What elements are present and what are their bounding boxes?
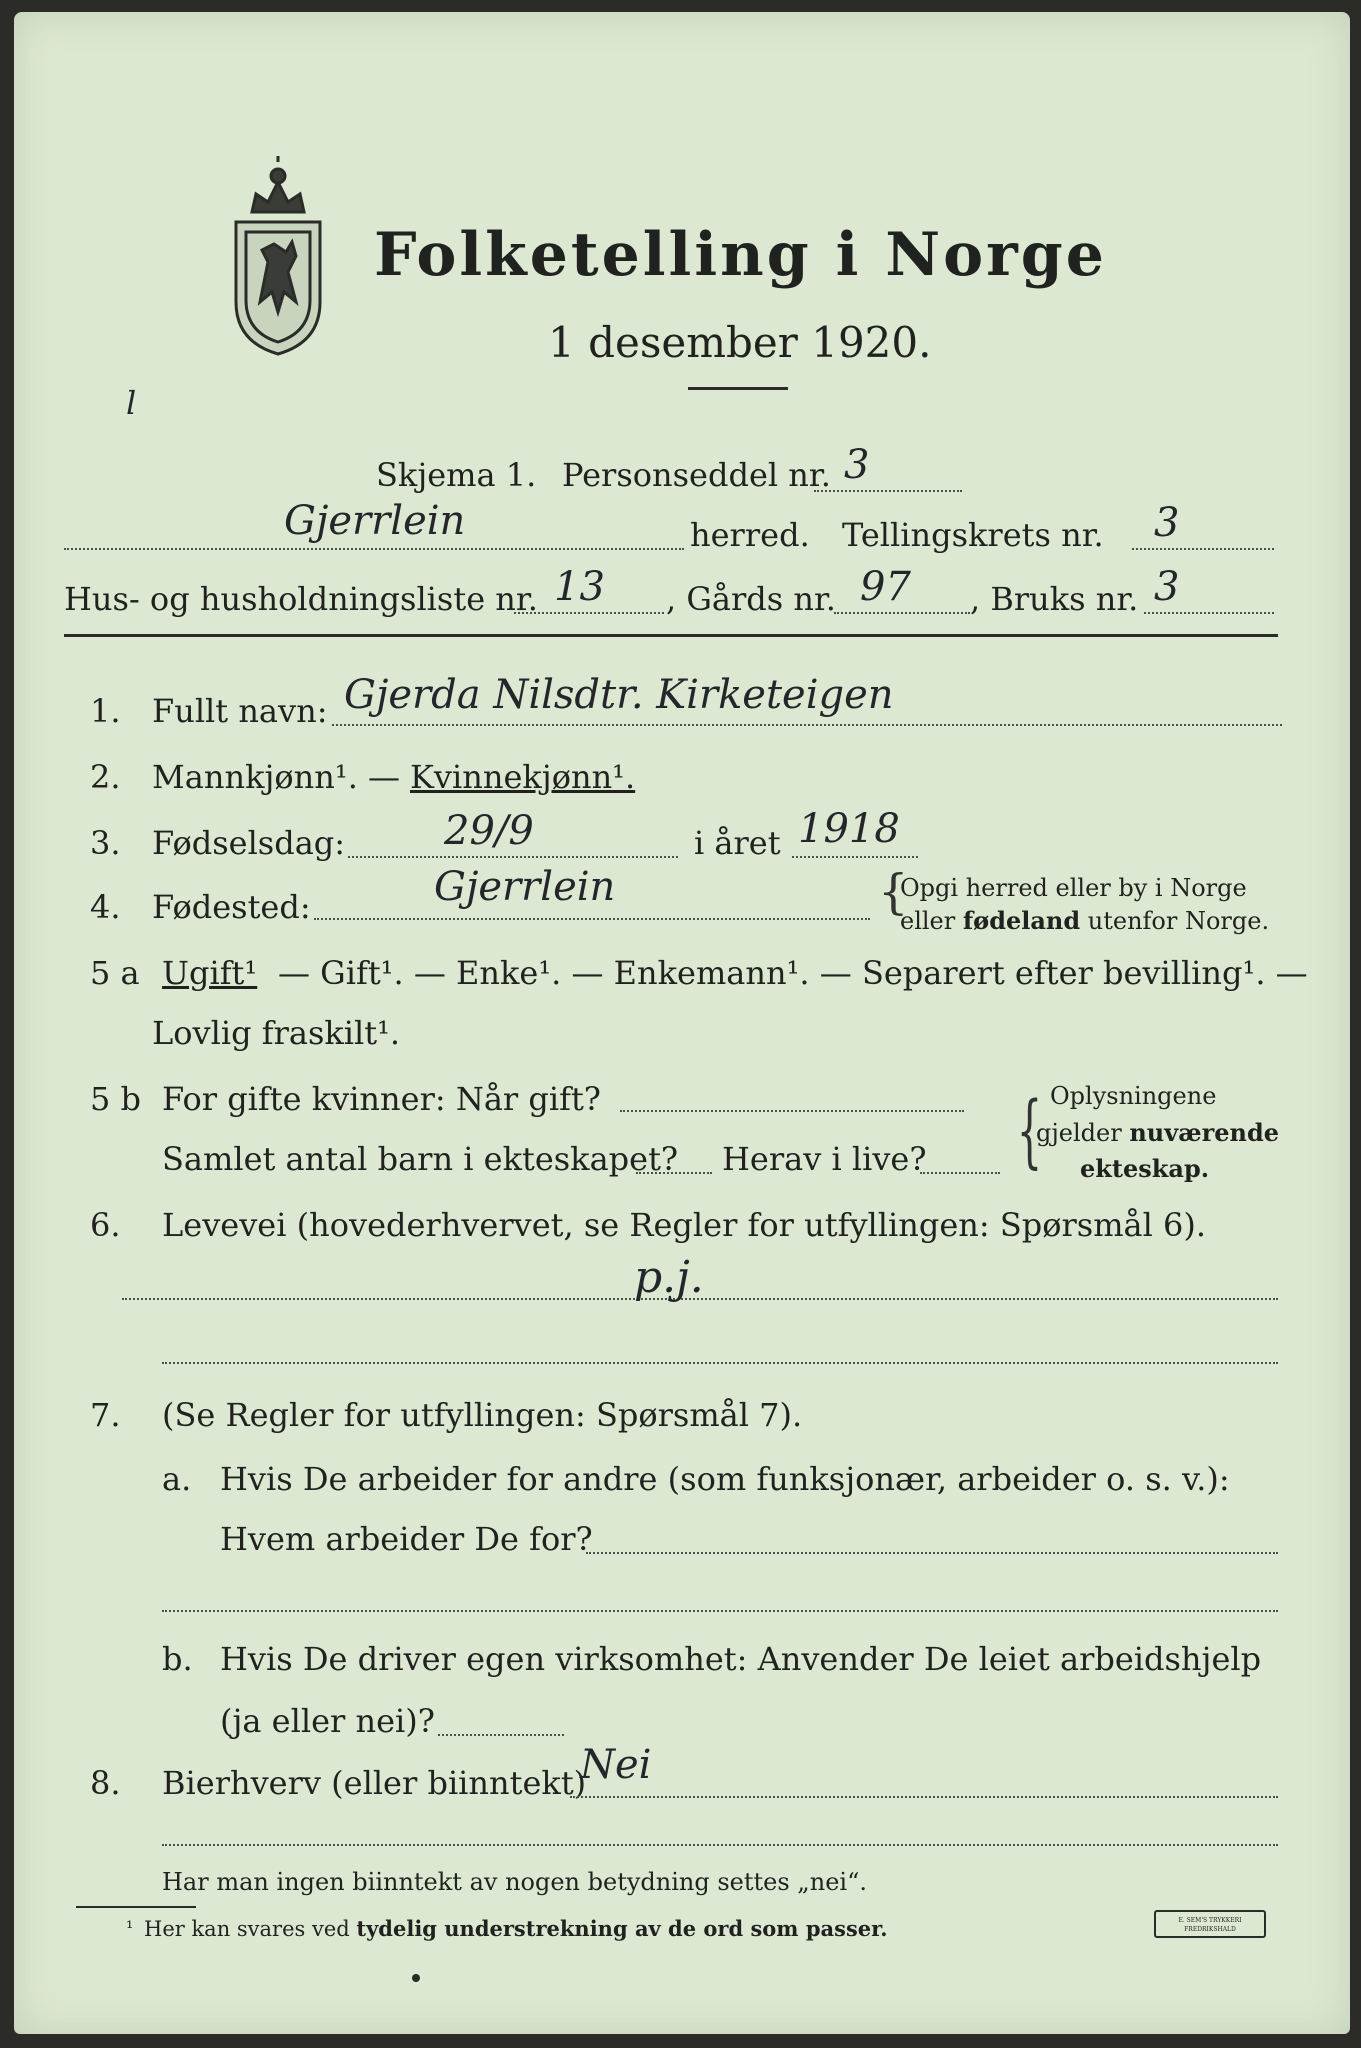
q4-brace: { (878, 864, 909, 920)
q4-note-2b: fødeland (962, 906, 1081, 935)
q5b-barn-label: Samlet antal barn i ekteskapet? (162, 1140, 679, 1178)
q7-label: (Se Regler for utfyllingen: Spørsmål 7). (162, 1396, 803, 1434)
q5a-number: 5 a (90, 954, 140, 992)
q7a-line2: Hvem arbeider De for? (220, 1520, 593, 1558)
ink-dot (412, 1974, 420, 1982)
personseddel-value: 3 (844, 442, 870, 488)
q5b-number: 5 b (90, 1080, 142, 1118)
q4-label: Fødested: (152, 888, 311, 926)
q4-note-1: Opgi herred eller by i Norge (900, 874, 1247, 902)
q3-value: 29/9 (444, 808, 534, 854)
q5b-note-2 (1036, 1118, 1279, 1147)
header-rule (64, 634, 1278, 637)
tellingskrets-line (1132, 548, 1274, 550)
q7b-line2: (ja eller nei)? (220, 1702, 435, 1740)
tellingskrets-value: 3 (1154, 500, 1180, 546)
q3-label: Fødselsdag: (152, 824, 346, 862)
margin-mark: l (126, 384, 137, 422)
q3-year-line (792, 856, 918, 858)
footnote-text-b: tydelig understrekning av de ord som passer. (356, 1916, 888, 1941)
q3-year-value: 1918 (798, 806, 900, 852)
printer-stamp: E. SEM'S TRYKKERI FREDRIKSHALD (1154, 1910, 1266, 1938)
skjema-label: Skjema 1. (376, 456, 537, 494)
q7b-letter: b. (162, 1640, 193, 1678)
q8-line-2 (162, 1844, 1278, 1846)
q5b-married-line (620, 1110, 964, 1112)
q5b-live-label: Herav i live? (722, 1140, 927, 1178)
herred-label: herred. (690, 516, 810, 554)
q5b-note-3: ekteskap. (1080, 1154, 1210, 1183)
tellingskrets-label: Tellingskrets nr. (842, 516, 1104, 554)
q2-option-female: Kvinnekjønn¹. (410, 758, 636, 796)
q8-note: Har man ingen biinntekt av nogen betydning settes „nei“. (162, 1868, 867, 1896)
gards-line (834, 612, 970, 614)
q6-label: Levevei (hovederhvervet, se Regler for utfyllingen: Spørsmål 6). (162, 1206, 1207, 1244)
bruks-label: , Bruks nr. (970, 580, 1139, 618)
q4-note-2a: eller (900, 907, 963, 935)
q5b-note-2a: gjelder (1036, 1119, 1130, 1147)
q3-number: 3. (90, 824, 121, 862)
q4-line (314, 918, 870, 920)
q7a-text: Hvis De arbeider for andre (som funksjonær, arbeider o. s. v.): (220, 1460, 1230, 1498)
q4-note-2 (900, 906, 1269, 935)
footnote-mark: ¹ (126, 1918, 134, 1939)
q3-year-label: i året (694, 824, 781, 862)
form-title: Folketelling i Norge (374, 220, 1107, 290)
q8-value: Nei (580, 1742, 652, 1788)
q5b-live-line (920, 1172, 1000, 1174)
herred-line (64, 548, 684, 550)
q1-label: Fullt navn: (152, 692, 328, 730)
q1-value: Gjerda Nilsdtr. Kirketeigen (344, 672, 894, 718)
bruks-line (1144, 612, 1274, 614)
q5b-brace: { (1016, 1084, 1043, 1177)
q7a-line-1 (586, 1552, 1278, 1554)
q8-number: 8. (90, 1764, 121, 1802)
hus-line (514, 612, 664, 614)
q5b-label: For gifte kvinner: Når gift? (162, 1080, 601, 1118)
q8-line (570, 1796, 1278, 1798)
q2-number: 2. (90, 758, 121, 796)
q3-line (348, 856, 678, 858)
q7a-letter: a. (162, 1460, 192, 1498)
q6-number: 6. (90, 1206, 121, 1244)
census-date: 1 desember 1920. (548, 318, 932, 367)
footnote-text (144, 1916, 888, 1941)
q4-note-2c: utenfor Norge. (1080, 907, 1270, 935)
q8-label: Bierhverv (eller biinntekt) (162, 1764, 587, 1802)
coat-of-arms-icon (222, 152, 334, 357)
hus-value: 13 (554, 564, 605, 610)
footnote-text-a: Her kan svares ved (144, 1917, 357, 1941)
q4-number: 4. (90, 888, 121, 926)
q4-value: Gjerrlein (434, 864, 616, 910)
gards-label: , Gårds nr. (666, 580, 836, 618)
q1-line (332, 724, 1282, 726)
q5b-note-2b: nuværende (1129, 1118, 1280, 1147)
q5b-barn-line (636, 1172, 712, 1174)
hus-label: Hus- og husholdningsliste nr. (64, 580, 538, 618)
q2-option-male: Mannkjønn¹. — (152, 758, 401, 796)
q7b-answer-line (438, 1734, 564, 1736)
bruks-value: 3 (1154, 564, 1180, 610)
q5b-note-1: Oplysningene (1050, 1082, 1217, 1110)
q7a-line-2 (162, 1610, 1278, 1612)
herred-value: Gjerrlein (284, 498, 466, 544)
title-divider (688, 387, 788, 390)
personseddel-label: Personseddel nr. (562, 456, 831, 494)
q7b-text: Hvis De driver egen virksomhet: Anvender De leiet arbeidshjelp (220, 1640, 1262, 1678)
gards-value: 97 (860, 564, 911, 610)
q7-number: 7. (90, 1396, 121, 1434)
census-form-page (14, 12, 1350, 2034)
q6-value: p.j. (634, 1252, 704, 1303)
footnote-rule (76, 1906, 196, 1908)
q5a-options: — Gift¹. — Enke¹. — Enkemann¹. — Separert efter bevilling¹. — (278, 954, 1308, 992)
q5a-line2: Lovlig fraskilt¹. (152, 1014, 401, 1052)
q1-number: 1. (90, 692, 121, 730)
personseddel-line (814, 490, 962, 492)
q5a-option-ugift: Ugift¹ (162, 954, 258, 992)
q6-line-2 (162, 1362, 1278, 1364)
